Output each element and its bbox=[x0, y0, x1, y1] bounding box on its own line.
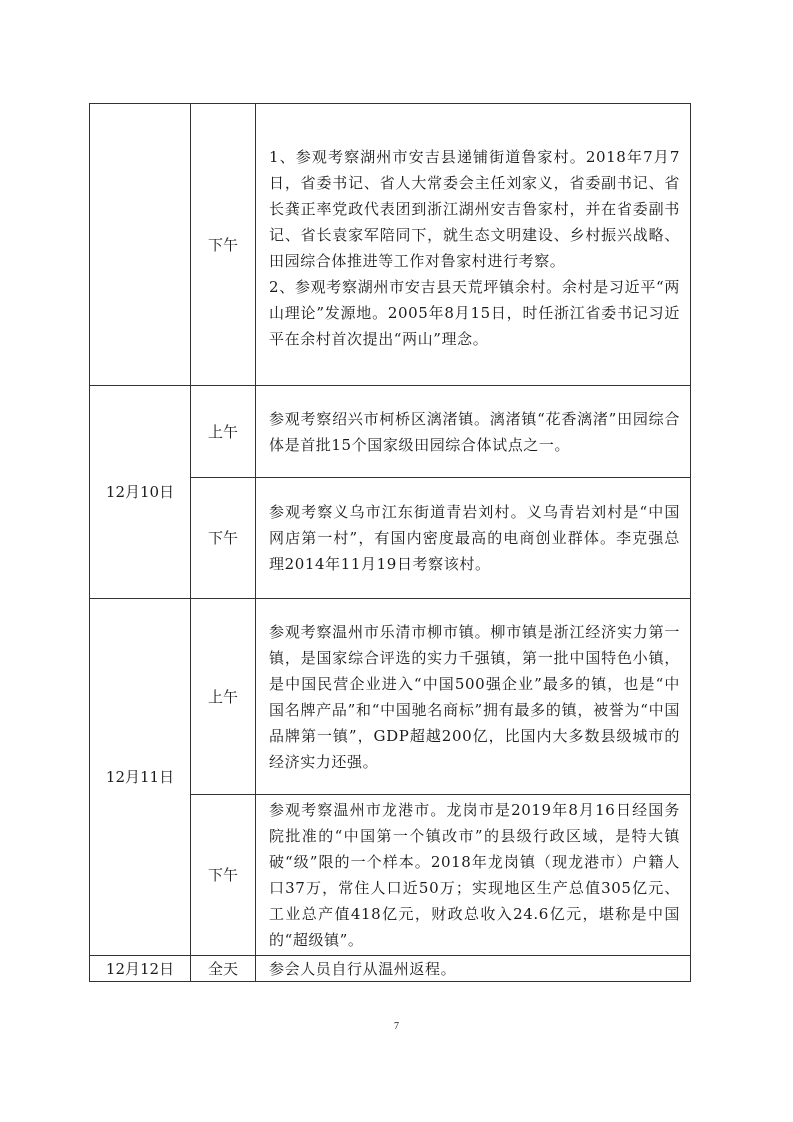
activity-paragraph: 2、参观考察湖州市安吉县天荒坪镇余村。余村是习近平“两山理论”发源地。2005年8月15日，时任浙江省委书记习近平在余村首次提出“两山”理念。 bbox=[269, 277, 680, 348]
activity-text: 参观考察绍兴市柯桥区漓渚镇。漓渚镇“花香漓渚”田园综合体是首批15个国家级田园综合体试点之一。 bbox=[269, 409, 680, 454]
activity-text: 参观考察义乌市江东街道青岩刘村。义乌青岩刘村是“中国网店第一村”，有国内密度最高的电商创业群体。李克强总理2014年11月19日考察该村。 bbox=[269, 503, 680, 573]
period-label: 下午 bbox=[207, 529, 238, 547]
period-label: 上午 bbox=[207, 687, 238, 706]
period-cell bbox=[191, 386, 255, 477]
activity-cell bbox=[256, 795, 690, 955]
period-cell bbox=[191, 599, 255, 794]
activity-text: 参观考察温州市龙港市。龙岗市是2019年8月16日经国务院批准的“中国第一个镇改市”的县级行政区域，是特大镇破“级”限的一个样本。2018年龙岗镇（现龙港市）户籍人口37万，常住人口近50万；实现地区生产总值305亿元、工业总产值418亿元，财政总收入24.6亿元，堪称是中国的“超级镇”。 bbox=[269, 801, 680, 949]
activity-cell bbox=[256, 478, 690, 598]
activity-cell bbox=[256, 956, 690, 981]
activity-cell bbox=[256, 104, 690, 385]
date-label: 12月12日 bbox=[105, 959, 175, 978]
activity-cell bbox=[256, 599, 690, 794]
period-label: 全天 bbox=[207, 959, 238, 978]
period-label: 下午 bbox=[207, 866, 238, 884]
date-cell bbox=[90, 386, 190, 598]
period-cell bbox=[191, 956, 255, 981]
table-border-right bbox=[690, 103, 691, 982]
period-cell bbox=[191, 795, 255, 955]
activity-cell bbox=[256, 386, 690, 477]
date-cell bbox=[90, 956, 190, 981]
date-label: 12月11日 bbox=[105, 768, 175, 786]
period-cell bbox=[191, 478, 255, 598]
activity-paragraph: 1、参观考察湖州市安吉县递铺街道鲁家村。2018年7月7日，省委书记、省人大常委会主任刘家义，省委副书记、省长龚正率党政代表团到浙江湖州安吉鲁家村，并在省委副书记、省长袁家军陪同下，就生态文明建设、乡村振兴战略、田园综合体推进等工作对鲁家村进行考察。 bbox=[269, 147, 680, 270]
activity-text: 参会人员自行从温州返程。 bbox=[269, 959, 457, 978]
period-cell bbox=[191, 104, 255, 385]
page-number: 7 bbox=[394, 1021, 399, 1032]
period-label: 下午 bbox=[207, 235, 238, 254]
period-label: 上午 bbox=[207, 422, 238, 441]
date-label: 12月10日 bbox=[105, 483, 175, 501]
date-cell bbox=[90, 599, 190, 955]
activity-text: 参观考察温州市乐清市柳市镇。柳市镇是浙江经济实力第一镇，是国家综合评选的实力千强镇，第一批中国特色小镇，是中国民营企业进入“中国500强企业”最多的镇，也是“中国名牌产品”和“中国驰名商标”拥有最多的镇，被誉为“中国品牌第一镇”，GDP超越200亿，比国内大多数县级城市的经济实力还强。 bbox=[269, 622, 680, 771]
